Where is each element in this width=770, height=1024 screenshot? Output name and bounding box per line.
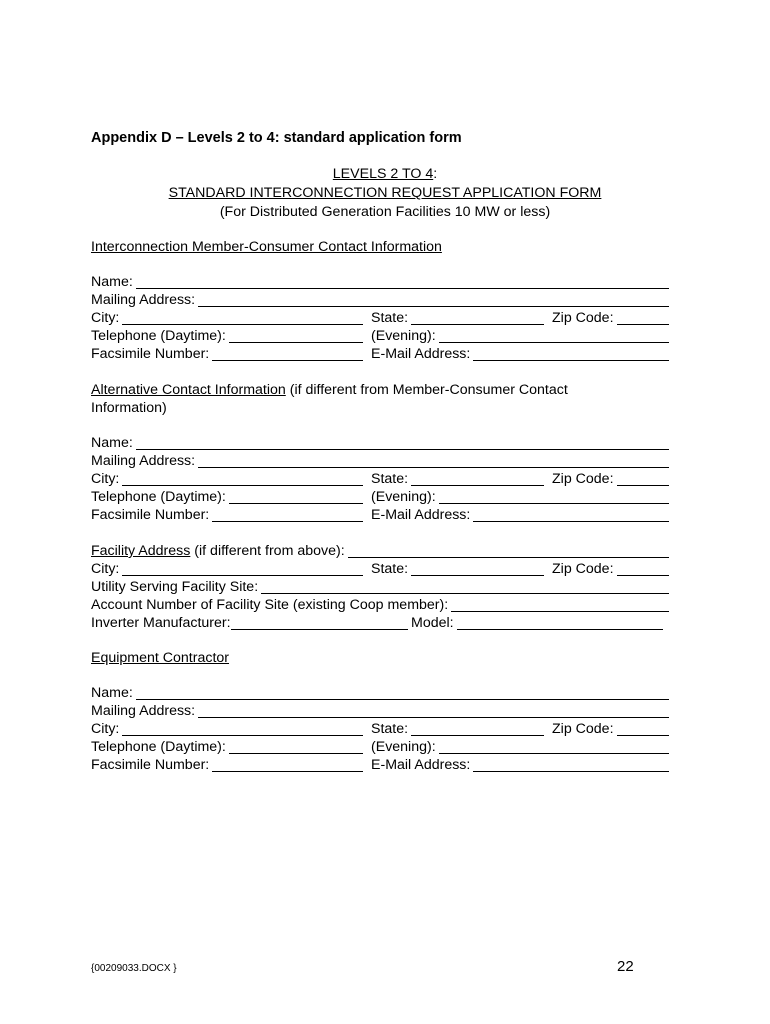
footer-doc-id: {00209033.DOCX }: [91, 963, 177, 974]
member-contact-heading: [91, 238, 442, 256]
facility-account-row: [91, 596, 669, 614]
contractor-telephone-field[interactable]: [229, 739, 363, 754]
member-evening-field[interactable]: [439, 328, 669, 343]
facility-utility-label: Utility Serving Facility Site:: [91, 579, 259, 595]
member-fax-field[interactable]: [212, 346, 363, 361]
member-city-field[interactable]: [122, 310, 363, 325]
alt-name-label: Name:: [91, 435, 133, 451]
alt-mailing-field[interactable]: [198, 453, 669, 468]
member-zip-label: Zip Code:: [552, 310, 614, 326]
contractor-fax-label: Facsimile Number:: [91, 757, 210, 773]
contractor-mailing-row: [91, 702, 669, 720]
facility-utility-field[interactable]: [261, 579, 669, 594]
contractor-fax-row: [91, 756, 669, 774]
form-title-colon: :: [433, 166, 438, 182]
member-mailing-row: [91, 291, 669, 309]
facility-zip-label: Zip Code:: [552, 561, 614, 577]
facility-inverter-field[interactable]: [231, 615, 408, 630]
page-number: 22: [617, 958, 634, 975]
member-name-label: Name:: [91, 274, 133, 290]
facility-address-field[interactable]: [348, 543, 669, 558]
contractor-heading-text: Equipment Contractor: [91, 650, 230, 666]
contractor-evening-label: (Evening):: [371, 739, 436, 755]
alt-email-label: E-Mail Address:: [371, 507, 471, 523]
facility-heading-note: (if different from above):: [190, 543, 345, 559]
alt-contact-heading: [91, 381, 568, 399]
contractor-heading: [91, 649, 229, 667]
facility-zip-field[interactable]: [617, 561, 669, 576]
contractor-email-field[interactable]: [473, 757, 669, 772]
member-mailing-label: Mailing Address:: [91, 292, 196, 308]
contractor-telephone-label: Telephone (Daytime):: [91, 739, 226, 755]
contractor-mailing-label: Mailing Address:: [91, 703, 196, 719]
facility-account-label: Account Number of Facility Site (existing Coop member):: [91, 597, 449, 613]
form-title-levels: LEVELS 2 TO 4: [332, 166, 434, 182]
member-city-label: City:: [91, 310, 120, 326]
contractor-fax-field[interactable]: [212, 757, 363, 772]
contractor-mailing-field[interactable]: [198, 703, 669, 718]
member-mailing-field[interactable]: [198, 292, 669, 307]
alt-fax-label: Facsimile Number:: [91, 507, 210, 523]
facility-heading: [91, 542, 345, 560]
member-state-label: State:: [371, 310, 409, 326]
facility-inverter-row: [91, 614, 669, 632]
contractor-name-field[interactable]: [136, 685, 669, 700]
alt-city-row: [91, 470, 669, 488]
member-evening-label: (Evening):: [371, 328, 436, 344]
member-email-label: E-Mail Address:: [371, 346, 471, 362]
alt-zip-label: Zip Code:: [552, 471, 614, 487]
form-title-main: STANDARD INTERCONNECTION REQUEST APPLICATION FORM: [168, 185, 602, 201]
alt-zip-field[interactable]: [617, 471, 669, 486]
alt-telephone-row: [91, 488, 669, 506]
alt-fax-field[interactable]: [212, 507, 363, 522]
form-title-line3: (For Distributed Generation Facilities 10 MW or less): [219, 204, 551, 220]
member-fax-row: [91, 345, 669, 363]
member-zip-field[interactable]: [617, 310, 669, 325]
alt-city-label: City:: [91, 471, 120, 487]
alt-email-field[interactable]: [473, 507, 669, 522]
member-telephone-field[interactable]: [229, 328, 363, 343]
form-title-line2: [0, 184, 770, 202]
facility-utility-row: [91, 578, 669, 596]
facility-address-row: [91, 542, 669, 560]
member-email-field[interactable]: [473, 346, 669, 361]
facility-state-label: State:: [371, 561, 409, 577]
contractor-name-row: [91, 684, 669, 702]
form-title-line1: [0, 165, 770, 183]
contractor-state-field[interactable]: [411, 721, 544, 736]
alt-fax-row: [91, 506, 669, 524]
contractor-city-label: City:: [91, 721, 120, 737]
contractor-telephone-row: [91, 738, 669, 756]
contractor-zip-label: Zip Code:: [552, 721, 614, 737]
facility-account-field[interactable]: [451, 597, 669, 612]
facility-inverter-label: Inverter Manufacturer:: [91, 615, 231, 631]
contractor-city-field[interactable]: [122, 721, 363, 736]
alt-name-row: [91, 434, 669, 452]
member-fax-label: Facsimile Number:: [91, 346, 210, 362]
facility-heading-text: Facility Address: [91, 543, 191, 559]
alt-telephone-field[interactable]: [229, 489, 363, 504]
alt-contact-heading-text: Alternative Contact Information: [91, 382, 286, 398]
contractor-zip-field[interactable]: [617, 721, 669, 736]
contractor-state-label: State:: [371, 721, 409, 737]
member-state-field[interactable]: [411, 310, 544, 325]
alt-telephone-label: Telephone (Daytime):: [91, 489, 226, 505]
alt-mailing-row: [91, 452, 669, 470]
alt-evening-field[interactable]: [439, 489, 669, 504]
member-name-field[interactable]: [136, 274, 669, 289]
facility-model-label: Model:: [411, 615, 454, 631]
facility-model-field[interactable]: [457, 615, 663, 630]
contractor-name-label: Name:: [91, 685, 133, 701]
facility-city-field[interactable]: [122, 561, 363, 576]
alt-name-field[interactable]: [136, 435, 669, 450]
member-telephone-label: Telephone (Daytime):: [91, 328, 226, 344]
alt-state-field[interactable]: [411, 471, 544, 486]
facility-state-field[interactable]: [411, 561, 544, 576]
appendix-title: Appendix D – Levels 2 to 4: standard application form: [91, 130, 462, 146]
alt-state-label: State:: [371, 471, 409, 487]
alt-evening-label: (Evening):: [371, 489, 436, 505]
alt-contact-heading-line2: Information): [91, 400, 167, 416]
member-contact-heading-text: Interconnection Member-Consumer Contact Information: [91, 239, 442, 255]
member-name-row: [91, 273, 669, 291]
facility-city-label: City:: [91, 561, 120, 577]
alt-city-field[interactable]: [122, 471, 363, 486]
member-telephone-row: [91, 327, 669, 345]
contractor-evening-field[interactable]: [439, 739, 669, 754]
facility-city-row: [91, 560, 669, 578]
member-city-row: [91, 309, 669, 327]
alt-mailing-label: Mailing Address:: [91, 453, 196, 469]
contractor-email-label: E-Mail Address:: [371, 757, 471, 773]
contractor-city-row: [91, 720, 669, 738]
alt-contact-heading-note: (if different from Member-Consumer Contact: [285, 382, 568, 398]
